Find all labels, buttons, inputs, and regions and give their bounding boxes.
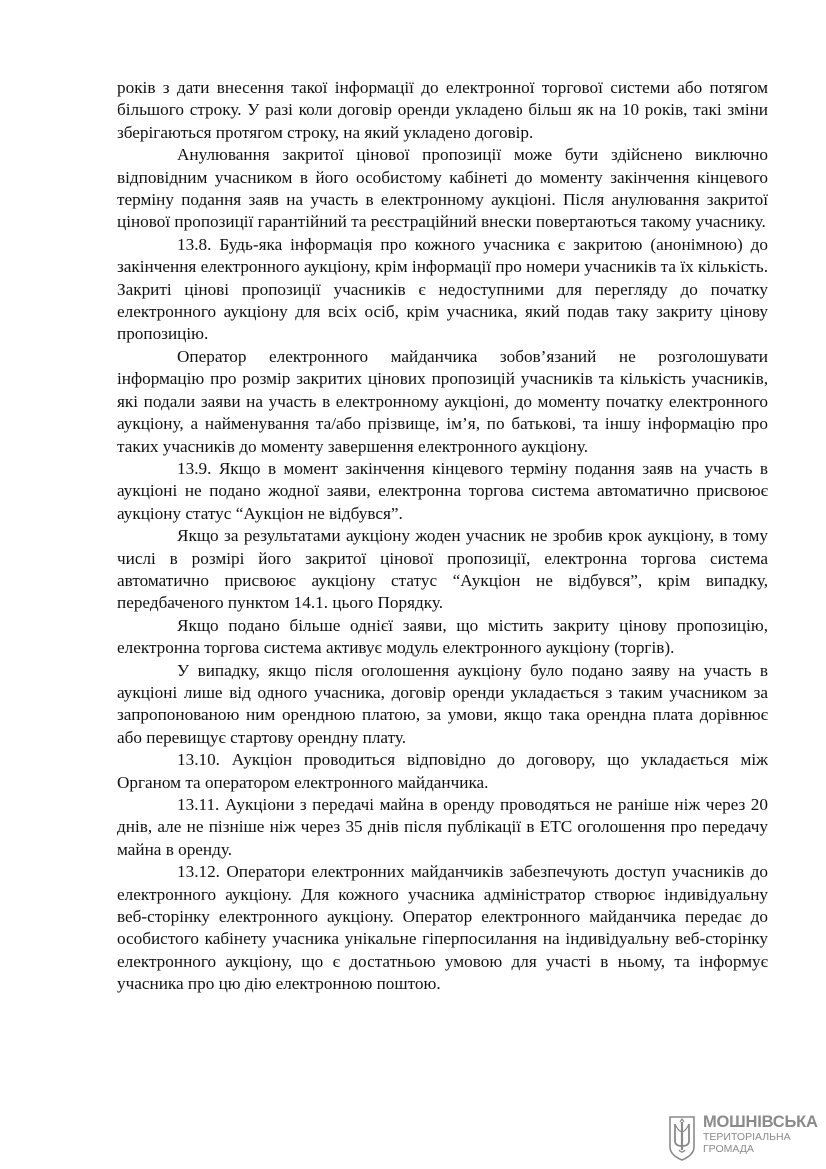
logo-subtitle-line: ГРОМАДА [703, 1143, 754, 1155]
paragraph: Оператор електронного майданчика зобов’язаний не розголошувати інформацію про розмір закритих цінових пропозицій учасників та кількість учасників, які подали заяви на участь в електронному аукціоні, до моменту початку електронного аукціону, а найменування та/або прізвище, ім’я, по батькові, та іншу інформацію про таких учасників до моменту завершення електронного аукціону. [117, 346, 768, 456]
paragraph: У випадку, якщо після оголошення аукціону було подано заяву на участь в аукціоні лише від одного учасника, договір оренди укладається з таким учасником за запропонованою ним орендною платою, за умови, якщо така орендна плата дорівнює або перевищує стартову орендну плату. [117, 660, 768, 747]
logo-text [703, 1114, 818, 1155]
paragraph: 13.8. Будь-яка інформація про кожного учасника є закритою (анонімною) до закінчення електронного аукціону, крім інформації про номери учасників та їх кількість. Закриті цінові пропозиції учасників є недоступними для перегляду до початку електронного аукціону для всіх осіб, крім учасника, який подав таку закриту цінову пропозицію. [117, 234, 768, 344]
paragraph: років з дати внесення такої інформації до електронної торгової системи або потягом більшого строку. У разі коли договір оренди укладено більш як на 10 років, такі зміни зберігаються протягом строку, на який укладено договір. [117, 78, 768, 142]
paragraph: Якщо подано більше однієї заяви, що містить закриту цінову пропозицію, електронна торгова система активує модуль електронного аукціону (торгів). [117, 615, 768, 658]
paragraph: 13.12. Оператори електронних майданчиків забезпечують доступ учасників до електронного аукціону. Для кожного учасника адміністратор створює індивідуальну веб-сторінку електронного аукціону. Оператор електронного майданчика передає до особистого кабінету учасника унікальне гіперпосилання на індивідуальну веб-сторінку електронного аукціону, що є достатньою умовою для участі в ньому, та інформує учасника про цю дію електронною поштою. [117, 862, 768, 994]
trident-emblem-icon [667, 1113, 697, 1161]
paragraph: Анулювання закритої цінової пропозиції може бути здійснено виключно відповідним учасником в його особистому кабінеті до моменту закінчення кінцевого терміну подання заяв на участь в електронному аукціоні. Після анулювання закритої цінової пропозиції гарантійний та реєстраційний внески повертаються такому учаснику. [117, 145, 768, 232]
logo-title: МОШНІВСЬКА [703, 1113, 818, 1131]
logo-subtitle-line: ТЕРИТОРІАЛЬНА [703, 1131, 791, 1143]
paragraph: 13.10. Аукціон проводиться відповідно до договору, що укладається між Органом та оператором електронного майданчика. [117, 750, 768, 792]
community-logo [667, 1113, 818, 1163]
paragraph: Якщо за результатами аукціону жоден учасник не зробив крок аукціону, в тому числі в розмірі його закритої цінової пропозиції, електронна торгова система автоматично присвоює аукціону статус “Аукціон не відбувся”, крім випадку, передбаченого пунктом 14.1. цього Порядку. [117, 526, 768, 613]
paragraph: 13.11. Аукціони з передачі майна в оренду проводяться не раніше ніж через 20 днів, але не пізніше ніж через 35 днів після публікації в ЕТС оголошення про передачу майна в оренду. [117, 795, 768, 859]
document-body [117, 77, 768, 996]
paragraph: 13.9. Якщо в момент закінчення кінцевого терміну подання заяв на участь в аукціоні не подано жодної заяви, електронна торгова система автоматично присвоює аукціону статус “Аукціон не відбувся”. [117, 458, 768, 523]
